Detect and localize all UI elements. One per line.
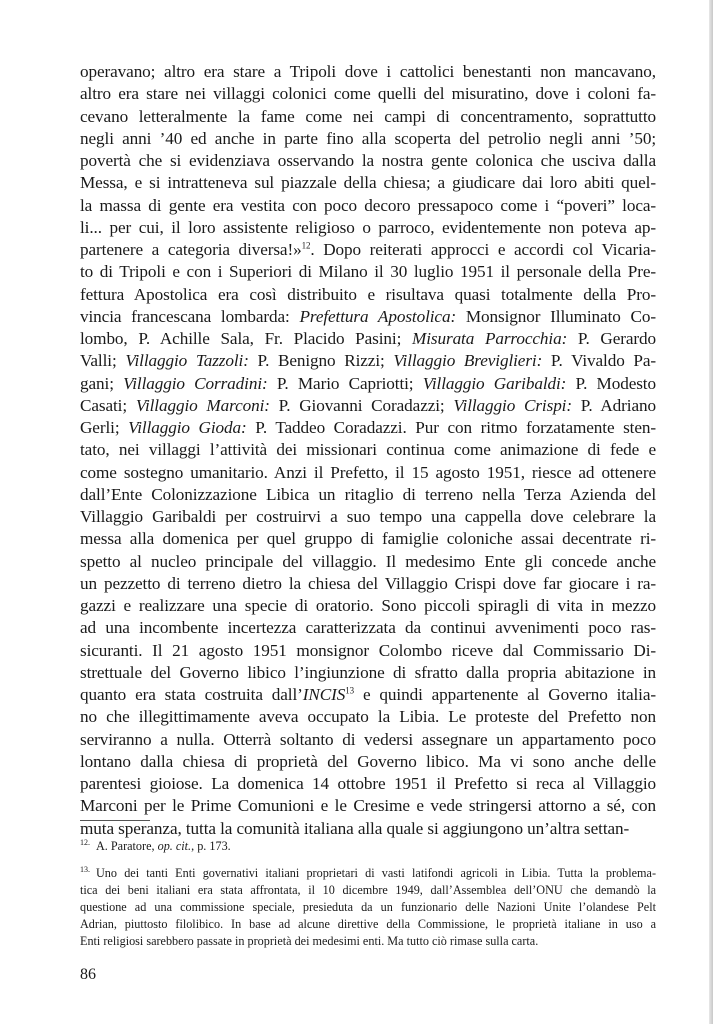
- page-number: 86: [80, 966, 96, 983]
- text-run: P. Adriano: [571, 395, 656, 415]
- text-line: [80, 328, 656, 350]
- footnote-line: [80, 882, 656, 899]
- text-line: [80, 61, 656, 83]
- text-run: . Dopo reiterati approcci e accordi col Vicaria-: [310, 240, 656, 259]
- text-line: [80, 284, 656, 306]
- text-line: [80, 595, 656, 617]
- text-run: gani;: [80, 373, 124, 393]
- text-line: [80, 83, 656, 105]
- text-run: Monsignor Illuminato Co-: [456, 306, 656, 326]
- text-run: tica dei beni italiani era stata affrontata, il 10 dicembre 1949, dall’Assemblea dell’ONU che demandò la: [80, 883, 656, 898]
- text-run: operavano; altro era stare a Tripoli dove i cattolici benestanti non mancavano,: [80, 62, 656, 81]
- footnote-reference: 12: [301, 240, 311, 251]
- text-line: [80, 239, 656, 261]
- text-run: P. Benigno Rizzi;: [248, 351, 394, 371]
- text-run: Uno dei tanti Enti governativi italiani proprietari di vasti latifondi agricoli in Libia. Tutta la problema-: [96, 866, 656, 881]
- text-line: [80, 261, 656, 283]
- italic-term: INCIS: [302, 685, 346, 704]
- footnote-separator: [80, 820, 150, 821]
- text-run: un pezzetto di terreno dietro la chiesa del Villaggio Crispi dove far giocare i ra-: [80, 573, 656, 593]
- text-run: spetto al nucleo principale del villaggio. Il medesimo Ente gli concede anche: [80, 551, 656, 571]
- text-line: [80, 551, 656, 573]
- text-run: P. Vivaldo Pa-: [542, 351, 657, 371]
- footnote-number: 12.: [80, 838, 90, 847]
- text-line: [80, 617, 656, 639]
- text-run: Casati;: [80, 395, 136, 415]
- footnotes-block: [80, 834, 656, 950]
- text-run: strettuale del Governo libico l’ingiunzione di sfratto dalla propria abitazione in: [80, 662, 656, 682]
- text-run: altro era stare nei villaggi colonici come quelli del misuratino, dove i coloni fa-: [80, 84, 656, 104]
- italic-term: Prefettura Apostolica:: [299, 306, 457, 326]
- text-line: [80, 128, 656, 150]
- footnote-line: [80, 834, 656, 855]
- text-run: come sostegno umanitario. Anzi il Prefetto, il 15 agosto 1951, riesce ad ottenere: [80, 462, 656, 482]
- text-run: partenere a categoria diversa!»: [80, 240, 302, 259]
- text-run: gazzi e realizzare una specie di oratorio. Sono piccoli spiragli di vita in mezzo: [80, 596, 656, 615]
- text-line: [80, 662, 656, 684]
- text-run: muta speranza, tutta la comunità italiana alla quale si aggiungono un’altra settan-: [80, 818, 630, 838]
- text-run: Valli;: [80, 351, 126, 371]
- text-run: cevano letteralmente la fame come nei campi di concentramento, soprattutto: [80, 106, 656, 126]
- text-run: P. Modesto: [566, 373, 656, 393]
- text-line: [80, 172, 656, 194]
- text-line: [80, 795, 656, 817]
- italic-term: Villaggio Gioda:: [128, 418, 247, 437]
- text-run: quanto era stata costruita dall’: [80, 685, 303, 704]
- text-run: parentesi gioiose. La domenica 14 ottobre 1951 il Prefetto si reca al Villaggio: [80, 774, 656, 793]
- text-run: questione ad una commissione speciale, presieduta da un funzionario delle Nazioni Unite l’olandese Pelt: [80, 900, 656, 915]
- text-line: [80, 395, 656, 417]
- text-run: Messa, e si intratteneva sul piazzale della chiesa; a giudicare dai loro abiti quel-: [80, 173, 656, 193]
- footnote-reference: 13: [345, 685, 355, 696]
- text-line: [80, 773, 656, 795]
- text-run: Gerli;: [80, 418, 129, 437]
- footnote: [80, 861, 656, 950]
- text-line: [80, 640, 656, 662]
- text-line: [80, 684, 656, 706]
- text-line: [80, 373, 656, 395]
- footnote: [80, 834, 656, 855]
- text-run: sicuranti. Il 21 agosto 1951 monsignor Colombo riceve dal Commissario Di-: [80, 640, 656, 660]
- footnote-line: [80, 916, 656, 933]
- scan-page-edge: [709, 0, 713, 1024]
- text-line: [80, 217, 656, 239]
- text-run: e quindi appartenente al Governo italia-: [354, 685, 656, 704]
- footnote-number: 13.: [80, 865, 90, 875]
- text-run: tato, nei villaggi l’attività dei missionari continua come animazione di fede e: [80, 440, 656, 460]
- text-run: dall’Ente Colonizzazione Libica un ritaglio di terreno nella Terza Azienda del: [80, 484, 656, 504]
- italic-term: Villaggio Crispi:: [453, 395, 572, 415]
- text-run: negli anni ’40 ed anche in parte fino alla scoperta del petrolio negli anni ’50;: [80, 128, 656, 148]
- main-text-block: [80, 61, 656, 840]
- text-run: lombo, P. Achille Sala, Fr. Placido Pasini;: [80, 329, 412, 348]
- italic-term: op. cit.: [157, 839, 192, 854]
- italic-term: Villaggio Tazzoli:: [125, 351, 249, 371]
- footnote-line: [80, 933, 656, 950]
- text-run: P. Giovanni Coradazzi;: [269, 395, 454, 415]
- text-line: [80, 150, 656, 172]
- text-line: [80, 706, 656, 728]
- text-line: [80, 528, 656, 550]
- text-run: Adrian, piuttosto filolibico. In base ad alcune direttive della Commissione, le proprietà italiane in uso a: [80, 917, 656, 932]
- text-run: Villaggio Garibaldi per costruirvi a suo tempo una cappella dove celebrare la: [80, 507, 656, 526]
- text-run: Enti religiosi sarebbero passate in proprietà dei medesimi enti. Ma tutto ciò rimase sulla carta.: [80, 934, 539, 949]
- footnote-line: [80, 861, 656, 882]
- text-line: [80, 573, 656, 595]
- text-run: P. Taddeo Coradazzi. Pur con ritmo forzatamente sten-: [246, 418, 657, 437]
- text-line: [80, 417, 656, 439]
- italic-term: Villaggio Garibaldi:: [422, 373, 567, 393]
- text-run: P. Gerardo: [567, 329, 657, 348]
- text-line: [80, 729, 656, 751]
- text-run: Marconi per le Prime Comunioni e le Cresime e vede stringersi attorno a sé, con: [80, 796, 656, 816]
- text-line: [80, 751, 656, 773]
- text-line: [80, 306, 656, 328]
- text-run: li... per cui, il loro assistente religioso o parroco, evidentemente non poteva ap-: [80, 217, 656, 237]
- footnote-line: [80, 899, 656, 916]
- italic-term: Misurata Parrocchia:: [412, 329, 568, 348]
- text-run: la massa di gente era vestita con poco decoro pressapoco come i “poveri” loca-: [80, 195, 656, 215]
- italic-term: Villaggio Breviglieri:: [393, 351, 543, 371]
- text-run: fettura Apostolica era così distribuito e risultava quasi totalmente della Pro-: [80, 284, 656, 304]
- text-run: no che illegittimamente aveva occupato la Libia. Le proteste del Prefetto non: [80, 707, 656, 727]
- text-run: lontano dalla chiesa di proprietà del Governo libico. Ma vi sono anche delle: [80, 751, 656, 771]
- text-run: P. Mario Capriotti;: [267, 373, 423, 393]
- text-line: [80, 462, 656, 484]
- text-line: [80, 350, 656, 372]
- text-run: to di Tripoli e con i Superiori di Milano il 30 luglio 1951 il personale della Pre-: [80, 262, 656, 282]
- text-run: serviranno a nulla. Otterrà soltanto di vedersi assegnare un appartamento poco: [80, 729, 656, 749]
- text-run: , p. 173.: [191, 839, 231, 854]
- text-run: messa alla domenica per quel gruppo di famiglie coloniche assai decentrate ri-: [80, 529, 656, 549]
- text-line: [80, 195, 656, 217]
- text-run: A. Paratore,: [96, 839, 158, 854]
- italic-term: Villaggio Marconi:: [135, 395, 270, 415]
- text-run: ad una incombente incertezza caratterizzata da continui avvenimenti poco ras-: [80, 618, 656, 638]
- text-run: vincia francescana lombarda:: [80, 306, 300, 326]
- text-line: [80, 439, 656, 461]
- text-run: povertà che si evidenziava osservando la nostra gente colonica che usciva dalla: [80, 151, 656, 170]
- text-line: [80, 484, 656, 506]
- italic-term: Villaggio Corradini:: [123, 373, 268, 393]
- text-line: [80, 106, 656, 128]
- text-line: [80, 506, 656, 528]
